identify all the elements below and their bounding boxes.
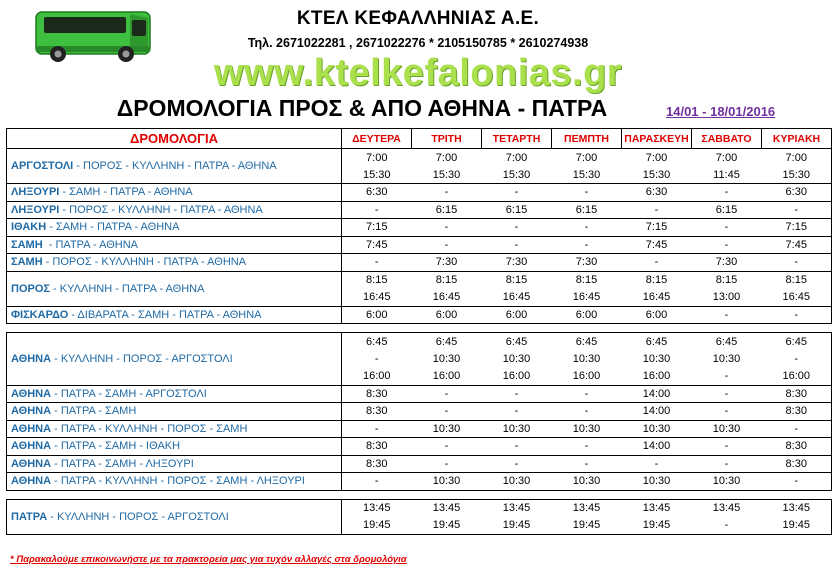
table-row [7,184,832,202]
table-row [7,219,832,237]
column-header-day: ΠΑΡΑΣΚΕΥΗ [622,129,692,149]
departure-time: 13:00 [712,291,741,303]
departure-time: 7:45 [762,236,832,254]
departure-time: 7:15 [622,219,692,237]
route-group [7,499,832,534]
departure-time: - [692,403,762,421]
departure-time: - [692,306,762,324]
column-header-day: ΚΥΡΙΑΚΗ [762,129,832,149]
departure-time: 16:00 [502,370,531,382]
departure-time: - [412,438,482,456]
departure-time: 10:30 [622,420,692,438]
departure-time: 7:00 [575,151,598,164]
table-row [7,271,832,289]
table-row [7,455,832,473]
departure-time: 19:45 [782,519,811,531]
route-stops: - ΠΑΤΡΑ - ΣΑΜΗ - ΙΘΑΚΗ [51,440,181,453]
route-origin: ΛΗΞΟΥΡΙ [11,186,60,199]
route-stops: - ΠΟΡΟΣ - ΚΥΛΛΗΝΗ - ΠΑΤΡΑ - ΑΘΗΝΑ [59,203,263,216]
route-origin: ΑΘΗΝΑ [11,440,52,453]
departure-time: - [482,219,552,237]
route-group [7,333,832,491]
column-header-day: ΔΕΥΤΕΡΑ [342,129,412,149]
table-row [7,420,832,438]
departure-time: - [794,352,799,365]
route-name [7,473,342,491]
departure-time: - [342,201,412,219]
route-name [7,438,342,456]
route-name [7,236,342,254]
departure-time: - [692,455,762,473]
departure-time: 6:30 [342,184,412,202]
route-name [7,403,342,421]
departure-time: 10:30 [692,473,762,491]
route-name [7,149,342,184]
departure-time: 19:45 [572,519,601,531]
route-stops: - ΠΑΤΡΑ - ΣΑΜΗ - ΛΗΞΟΥΡΙ [51,457,194,470]
departure-time: 8:15 [342,271,412,289]
route-stops: - ΠΟΡΟΣ - ΚΥΛΛΗΝΗ - ΠΑΤΡΑ - ΑΘΗΝΑ [73,160,277,172]
route-origin: ΑΘΗΝΑ [11,352,52,365]
departure-time: 7:45 [342,236,412,254]
route-stops: - ΔΙΒΑΡΑΤΑ - ΣΑΜΗ - ΠΑΤΡΑ - ΑΘΗΝΑ [68,308,262,321]
departure-time: 13:45 [432,502,461,514]
departure-time: 13:45 [642,502,671,514]
route-origin: ΑΡΓΟΣΤΟΛΙ [11,160,74,172]
route-origin: ΠΟΡΟΣ [11,282,50,295]
departure-time: - [412,455,482,473]
departure-time: - [552,184,622,202]
departure-time: 7:15 [762,219,832,237]
departure-time: 16:45 [502,291,531,303]
departure-time: - [412,385,482,403]
bus-logo-icon [30,8,156,64]
route-name [7,333,342,386]
departure-time: - [482,455,552,473]
departure-time: - [482,403,552,421]
route-stops: - ΠΑΤΡΑ - ΚΥΛΛΗΝΗ - ΠΟΡΟΣ - ΣΑΜΗ [51,422,248,435]
departure-time: 10:30 [412,473,482,491]
departure-time: - [622,201,692,219]
departure-time: 7:30 [412,254,482,272]
departure-time: - [552,385,622,403]
departure-time: - [552,455,622,473]
departure-time: 6:15 [482,201,552,219]
departure-time: 6:00 [622,306,692,324]
departure-time: 7:30 [552,254,622,272]
table-row [7,438,832,456]
departure-time: 7:45 [622,236,692,254]
departure-time: 6:00 [552,306,622,324]
departure-time: 13:45 [502,502,531,514]
route-name [7,455,342,473]
table-row [7,306,832,324]
departure-time: - [412,236,482,254]
table-row [7,149,832,167]
route-stops: - ΠΑΤΡΑ - ΑΘΗΝΑ [42,238,138,251]
departure-time: 13:45 [782,502,811,514]
column-header-day: ΠΕΜΠΤΗ [552,129,622,149]
route-origin: ΠΑΤΡΑ [11,510,48,523]
departure-time: - [374,352,379,365]
departure-time: - [724,370,729,382]
route-origin: ΣΑΜΗ [11,256,43,269]
departure-time: 8:15 [692,271,762,289]
route-origin: ΦΙΣΚΑΡΔΟ [11,308,69,321]
route-name [7,184,342,202]
departure-time: - [762,420,832,438]
route-origin: ΙΘΑΚΗ [11,221,47,234]
departure-time: 7:00 [505,151,528,164]
departure-time: 16:00 [642,370,671,382]
group-spacer [7,490,832,499]
route-name [7,201,342,219]
departure-time: 8:15 [622,271,692,289]
departure-time: - [412,219,482,237]
company-name: ΚΤΕΛ ΚΕΦΑΛΛΗΝΙΑΣ Α.Ε. [296,8,540,29]
departure-time: - [762,306,832,324]
route-name [7,254,342,272]
column-header-routes: ΔΡΟΜΟΛΟΓΙΑ [7,129,342,149]
departure-time: - [412,403,482,421]
departure-time: 8:30 [762,455,832,473]
departure-time: 14:00 [622,385,692,403]
departure-time: 10:30 [552,420,622,438]
departure-time: - [692,438,762,456]
departure-time: 10:30 [642,352,671,365]
route-stops: - ΣΑΜΗ - ΠΑΤΡΑ - ΑΘΗΝΑ [46,221,180,234]
departure-time: - [342,254,412,272]
departure-time: 8:15 [762,271,832,289]
route-stops: - ΣΑΜΗ - ΠΑΤΡΑ - ΑΘΗΝΑ [59,186,193,199]
departure-time: 10:30 [692,420,762,438]
departure-time: 14:00 [622,403,692,421]
route-name [7,499,342,534]
departure-time: 16:00 [432,370,461,382]
departure-time: 7:15 [342,219,412,237]
departure-time: 7:00 [785,151,807,164]
departure-time: 7:00 [715,151,738,164]
table-row [7,499,832,517]
table-row [7,254,832,272]
departure-time: - [482,385,552,403]
route-stops: - ΚΥΛΛΗΝΗ - ΠΑΤΡΑ - ΑΘΗΝΑ [50,282,205,295]
table-row [7,385,832,403]
departure-time: 16:45 [572,291,601,303]
departure-time: 6:15 [412,201,482,219]
departure-time: 13:45 [362,502,391,514]
route-origin: ΑΘΗΝΑ [11,387,52,400]
departure-time: 6:45 [645,335,668,348]
footnote: * Παρακαλούμε επικοινωνήστε με τα πρακτορεία μας για τυχόν αλλαγές στα δρομολόγια [10,554,407,565]
column-header-day: ΤΡΙΤΗ [412,129,482,149]
route-name [7,306,342,324]
departure-time: 10:30 [432,352,461,365]
departure-time: - [412,184,482,202]
route-stops: - ΚΥΛΛΗΝΗ - ΠΟΡΟΣ - ΑΡΓΟΣΤΟΛΙ [51,352,233,365]
departure-time: 14:00 [622,438,692,456]
route-name [7,385,342,403]
departure-time: - [762,473,832,491]
departure-time: 8:30 [342,403,412,421]
departure-time: - [482,236,552,254]
route-origin: ΛΗΞΟΥΡΙ [11,203,60,216]
departure-time: 10:30 [482,473,552,491]
departure-time: 19:45 [432,519,461,531]
departure-time: 6:00 [482,306,552,324]
route-stops: - ΠΑΤΡΑ - ΣΑΜΗ - ΑΡΓΟΣΤΟΛΙ [51,387,207,400]
route-group [7,149,832,324]
departure-time: - [552,219,622,237]
departure-time: 19:45 [362,519,391,531]
departure-time: 6:45 [435,335,458,348]
route-origin: ΑΘΗΝΑ [11,475,52,488]
departure-time: 10:30 [412,420,482,438]
departure-time: - [342,473,412,491]
departure-time: 7:00 [366,151,388,164]
departure-time: - [552,438,622,456]
departure-time: - [692,236,762,254]
departure-time: 8:15 [412,271,482,289]
departure-time: - [482,438,552,456]
departure-time: 11:45 [713,168,740,181]
route-origin: ΑΘΗΝΑ [11,457,52,470]
departure-time: 6:45 [366,335,388,348]
departure-time: - [342,420,412,438]
departure-time: 6:45 [715,335,738,348]
departure-time: - [692,385,762,403]
departure-time: - [622,455,692,473]
departure-time: - [552,236,622,254]
date-range: 14/01 - 18/01/2016 [666,104,776,119]
departure-time: - [622,254,692,272]
departure-time: 15:30 [782,168,811,181]
route-stops: - ΠΑΤΡΑ - ΚΥΛΛΗΝΗ - ΠΟΡΟΣ - ΣΑΜΗ - ΛΗΞΟΥΡΙ [51,475,305,488]
departure-time: 16:45 [432,291,461,303]
route-stops: - ΠΟΡΟΣ - ΚΥΛΛΗΝΗ - ΠΑΤΡΑ - ΑΘΗΝΑ [42,256,247,269]
departure-time: 15:30 [362,168,391,181]
departure-time: 6:45 [505,335,528,348]
table-row [7,236,832,254]
route-name [7,271,342,306]
departure-time: 15:30 [432,168,461,181]
route-stops: - ΠΑΤΡΑ - ΣΑΜΗ [51,405,137,418]
departure-time: 10:30 [552,473,622,491]
departure-time: 16:00 [572,370,601,382]
departure-time: 8:30 [342,385,412,403]
departure-time: 7:00 [435,151,458,164]
phone-numbers: Τηλ. 2671022281 , 2671022276 * 2105150785 * 2610274938 [247,36,589,50]
departure-time: 6:00 [342,306,412,324]
departure-time: 6:45 [785,335,807,348]
table-row [7,333,832,351]
route-stops: - ΚΥΛΛΗΝΗ - ΠΟΡΟΣ - ΑΡΓΟΣΤΟΛΙ [47,510,229,523]
departure-time: - [692,219,762,237]
departure-time: 6:00 [412,306,482,324]
departure-time: - [552,403,622,421]
departure-time: 16:45 [782,291,811,303]
departure-time: 6:30 [762,184,832,202]
departure-time: - [762,254,832,272]
table-row [7,201,832,219]
route-origin: ΣΑΜΗ [11,238,43,251]
route-origin: ΑΘΗΝΑ [11,405,52,418]
departure-time: 6:15 [552,201,622,219]
departure-time: 8:30 [342,438,412,456]
departure-time: 10:30 [572,352,601,365]
departure-time: 16:45 [362,291,391,303]
departure-time: - [762,201,832,219]
departure-time: 10:30 [502,352,531,365]
departure-time: 15:30 [642,168,671,181]
departure-time: 16:00 [362,370,391,382]
route-name [7,219,342,237]
column-header-day: ΣΑΒΒΑΤΟ [692,129,762,149]
route-origin: ΑΘΗΝΑ [11,422,52,435]
departure-time: 8:30 [342,455,412,473]
page-title: ΔΡΟΜΟΛΟΓΙΑ ΠΡΟΣ & ΑΠΟ ΑΘΗΝΑ - ΠΑΤΡΑ [116,95,608,121]
website-url[interactable]: www.ktelkefalonias.gr [213,52,623,94]
departure-time: 16:00 [782,370,811,382]
table-row [7,473,832,491]
table-row [7,403,832,421]
departure-time: 8:15 [552,271,622,289]
departure-time: 13:45 [572,502,601,514]
schedule-table [6,128,832,535]
departure-time: 13:45 [712,502,741,514]
departure-time: - [692,184,762,202]
column-header-day: ΤΕΤΑΡΤΗ [482,129,552,149]
route-name [7,420,342,438]
departure-time: 15:30 [502,168,531,181]
header-row [7,129,832,149]
departure-time: 10:30 [712,352,741,365]
group-spacer [7,324,832,333]
departure-time: - [482,184,552,202]
departure-time: 16:45 [642,291,671,303]
departure-time: 6:15 [692,201,762,219]
departure-time: 19:45 [642,519,671,531]
departure-time: 10:30 [482,420,552,438]
departure-time: 10:30 [622,473,692,491]
departure-time: 6:30 [622,184,692,202]
departure-time: 7:00 [645,151,668,164]
departure-time: 8:30 [762,438,832,456]
departure-time: 7:30 [692,254,762,272]
departure-time: 15:30 [572,168,601,181]
departure-time: 8:30 [762,403,832,421]
departure-time: 8:15 [482,271,552,289]
departure-time: 8:30 [762,385,832,403]
departure-time: 19:45 [502,519,531,531]
departure-time: 7:30 [482,254,552,272]
departure-time: - [724,519,729,531]
departure-time: 6:45 [575,335,598,348]
